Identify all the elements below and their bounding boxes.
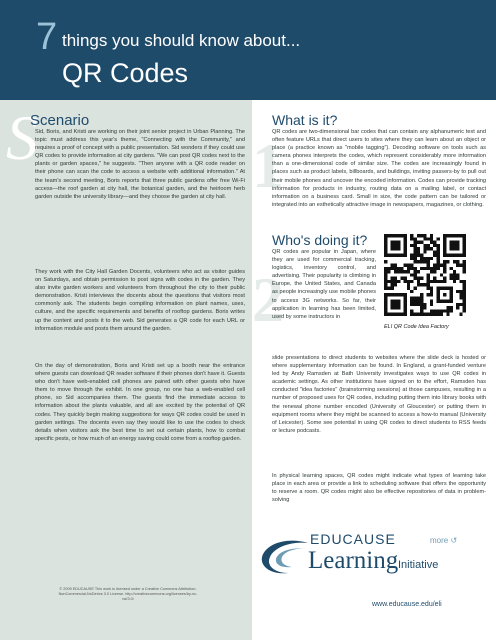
website-link[interactable]: www.educause.edu/eli (372, 601, 442, 608)
copyright-notice: © 2009 EDUCAUSE This work is licensed under a Creative Commons Attribution-NonCommercial-NoDerivs 3.0 License. http://creativecommons.org/licenses/by-nc-nd/3.0/ (58, 587, 198, 601)
scenario-paragraph-1: Sid, Boris, and Kristi are working on their joint senior project in Urban Planning. The topic must address this year's theme, "Connecting with the Community," and requires a proof of concept with a public presentation. Sid wonders if they could use QR codes to provide information at city gardens. "We can post QR codes next to the plants or garden spaces," he suggests. "Then anyone with a QR code reader on their phone can scan the code to access a website with additional information." At the team's second meeting, Boris reports that three public gardens offer free Wi-Fi access—the roof garden at city hall, the botanical garden, and the heirloom herb garden outside the university library—and they choose the garden at city hall. (35, 129, 245, 200)
qr-code-image (384, 234, 466, 316)
scenario-sidebar (0, 100, 252, 640)
qr-caption: ELI QR Code Idea Factory (384, 324, 449, 330)
scenario-drop-letter: S (6, 102, 38, 173)
header-number: 7 (36, 16, 58, 58)
section-number-2: 2 (252, 264, 284, 335)
scenario-heading: Scenario (30, 112, 90, 129)
scenario-paragraph-2: They work with the City Hall Garden Docents, volunteers who act as visitor guides on Saturdays, and obtain permission to post signs with codes in the garden. They also invite garden workers and volunteers from throughout the city to their public demonstration. Kristi interviews the docents about the questions that visitors most commonly ask. The students begin compiling information on plant names, uses, culture, and the specific requirements and benefits of rooftop gardens. Boris writes up the content and posts it to the web. Sid generates a QR code for each URL or information module and posts them around the garden. (35, 269, 245, 332)
what-paragraph: QR codes are two-dimensional bar codes that can contain any alphanumeric text and often feature URLs that direct users to sites where they can learn about an object or place (a practice known as "mobile tagging"). Decoding software on tools such as camera phones interprets the codes, which represent considerably more information than a one-dimensional code of similar size. The codes are increasingly found in places such as product labels, billboards, and buildings, inviting passers-by to pull out their mobile phones and uncover the encoded information. Codes can provide tracking information for products in industry, routing data on a mailing label, or contact information on a business card. Small in size, the code pattern can be tailored or integrated into an esthetically attractive image in newspapers, magazines, or clothing. (272, 129, 486, 208)
logo-initiative-text: Initiative (398, 559, 439, 571)
scenario-paragraph-3: On the day of demonstration, Boris and Kristi set up a booth near the entrance where guests can download QR reader software if their phones don't have it. Guests who don't have web-enabled cell phones are paired with other guests who have them to move through the exhibit. In one group, no one has a web-enabled cell phone, so Sid accompanies them. The guests find the immediate access to information about the plants valuable, and all are excited by the potential of QR codes. They quickly begin making suggestions for ways QR codes could be used in garden settings. The docents even say they would like to use the codes to check details when visitors ask the best time to set out certain plants, how to combat specific pests, or how much of an energy saving could come from a rooftop garden. (35, 363, 245, 442)
who-heading: Who's doing it? (272, 232, 368, 248)
more-link[interactable]: more ↺ (430, 536, 458, 545)
header-banner (0, 0, 496, 100)
header-tagline: things you should know about... (62, 31, 301, 50)
who-paragraph-1: QR codes are popular in Japan, where they are used for commercial tracking, logistics, inventory control, and advertising. Their popularity is climbing in Europe, the United States, and Canada as people increasingly use mobile phones to access 3G networks. So far, their application in learning has been limited, used by some instructors in (272, 249, 376, 320)
logo-educause-text: EDUCAUSE (310, 531, 396, 547)
page-title: QR Codes (62, 58, 189, 88)
logo-learning-text: Learning (308, 547, 399, 574)
section-number-1: 1 (252, 130, 284, 201)
who-paragraph-2: slide presentations to direct students to websites where the slide deck is hosted or where supplementary information can be found. In England, a grant-funded venture led by Andy Ramsden at Bath University investigates ways to use QR codes in academic settings. As other institutions have signed on to the effort, Ramsden has conducted "idea factories" (brainstorming sessions) at those campuses, resulting in a number of proposed uses for QR codes, including putting them into library books with the renewal phone number encoded (University of Gloucester) or putting them in equipment rooms where they might be scanned to access a how-to manual (University of Leicester). Some see potential in using QR codes to direct students to RSS feeds or lecture podcasts. (272, 355, 486, 434)
swoosh-icon (258, 535, 310, 579)
who-paragraph-3: In physical learning spaces, QR codes might indicate what types of learning take place in each area or provide a link to scheduling software that offers the opportunity to reserve a room. QR codes might also be effective repositories of data in problem-solving (272, 473, 486, 504)
what-heading: What is it? (272, 112, 338, 128)
